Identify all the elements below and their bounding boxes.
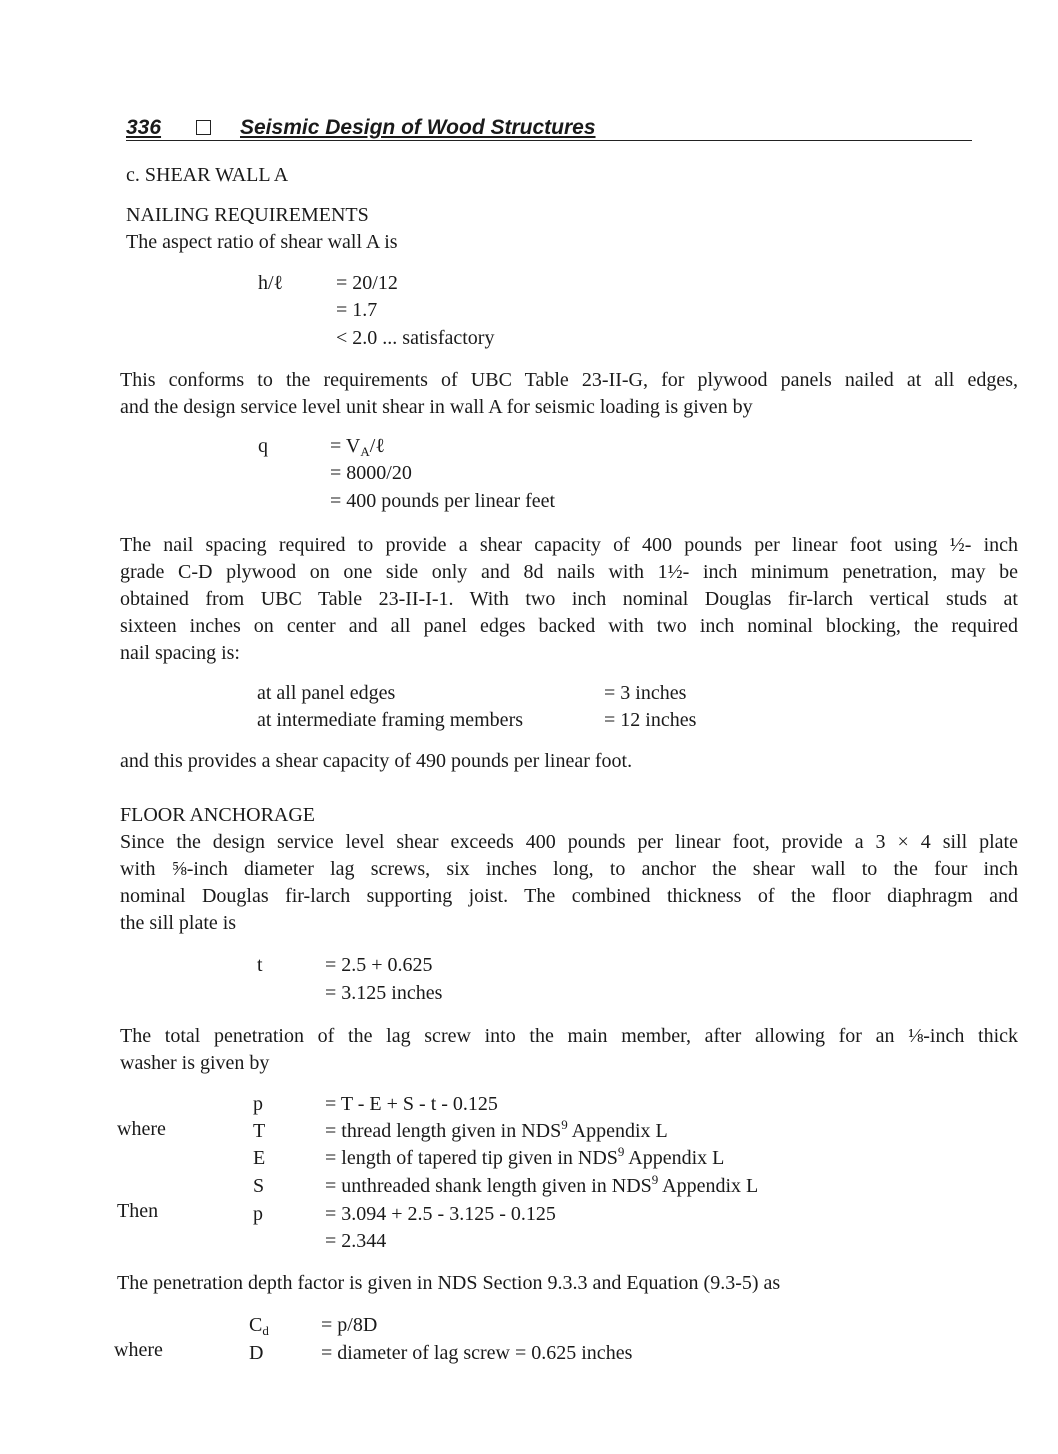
- shear-line-1-sub: A: [360, 444, 370, 459]
- spacing-value-2: = 12 inches: [604, 709, 697, 731]
- shear-line-3: = 400 pounds per linear feet: [330, 490, 556, 512]
- then-line-1: = 3.094 + 2.5 - 3.125 - 0.125: [325, 1203, 556, 1225]
- depth-factor-intro: The penetration depth factor is given in NDS Section 9.3.3 and Equation (9.3-5) as: [117, 1272, 781, 1294]
- penetration-intro-line-1: The total penetration of the lag screw into the main member, after allowing for an ⅛-inch thick: [120, 1025, 1018, 1047]
- thickness-line-1: = 2.5 + 0.625: [325, 954, 433, 976]
- cd-main: C: [249, 1314, 263, 1336]
- def-e-post: Appendix L: [624, 1147, 725, 1169]
- cd-equation: = p/8D: [321, 1314, 378, 1336]
- capacity-sentence: and this provides a shear capacity of 490 pounds per linear foot.: [120, 750, 633, 772]
- shear-line-1: [330, 433, 385, 460]
- anchorage-heading: FLOOR ANCHORAGE: [120, 804, 316, 826]
- def-t-text: = thread length given in NDS: [325, 1120, 562, 1142]
- def-symbol-s: S: [253, 1175, 265, 1197]
- penetration-intro-line-2: washer is given by: [120, 1052, 270, 1074]
- where-label-2: where: [114, 1339, 163, 1361]
- anchorage-line-2: with ⅝-inch diameter lag screws, six inches long, to anchor the shear wall to the four inch: [120, 858, 1018, 880]
- then-line-2: = 2.344: [325, 1230, 387, 1252]
- aspect-line-2: = 1.7: [336, 299, 378, 321]
- aspect-line-1: = 20/12: [336, 272, 398, 294]
- def-s-post: Appendix L: [658, 1175, 759, 1197]
- shear-line-1-post: /ℓ: [369, 435, 385, 457]
- anchorage-line-3: nominal Douglas fir-larch supporting joist. The combined thickness of the floor diaphragm and: [120, 885, 1018, 907]
- def-e: [325, 1145, 724, 1172]
- def-s-ref: 9: [651, 1172, 659, 1187]
- thickness-line-2: = 3.125 inches: [325, 982, 443, 1004]
- conforms-line-2: and the design service level unit shear in wall A for seismic loading is given by: [120, 396, 753, 418]
- def-symbol-t: T: [253, 1120, 266, 1142]
- thickness-symbol: t: [257, 954, 263, 976]
- conforms-paragraph: [120, 367, 1018, 421]
- spacing-label-2: at intermediate framing members: [257, 709, 524, 731]
- spacing-line-1: The nail spacing required to provide a shear capacity of 400 pounds per linear foot using ½- inch: [120, 534, 1018, 556]
- def-t-post: Appendix L: [567, 1120, 668, 1142]
- penetration-symbol: p: [253, 1093, 263, 1115]
- running-header: [126, 110, 972, 141]
- running-header-title: Seismic Design of Wood Structures: [240, 116, 596, 139]
- def-e-ref: 9: [617, 1144, 625, 1159]
- shear-line-1-pre: = V: [330, 435, 361, 457]
- def-t: [325, 1118, 668, 1145]
- spacing-paragraph: [120, 532, 1018, 667]
- section-title: c. SHEAR WALL A: [126, 164, 289, 186]
- def-e-text: = length of tapered tip given in NDS: [325, 1147, 618, 1169]
- def-s-text: = unthreaded shank length given in NDS: [325, 1175, 652, 1197]
- square-bullet-icon: [196, 120, 211, 135]
- shear-symbol: q: [258, 435, 268, 457]
- anchorage-line-1: Since the design service level shear exceeds 400 pounds per linear foot, provide a 3 × 4 sill plate: [120, 831, 1018, 853]
- def-symbol-e: E: [253, 1147, 266, 1169]
- aspect-intro: The aspect ratio of shear wall A is: [126, 231, 398, 253]
- page-number: 336: [126, 116, 162, 139]
- def-s: [325, 1173, 758, 1200]
- spacing-line-2: grade C-D plywood on one side only and 8d nails with 1½- inch minimum penetration, may be: [120, 561, 1018, 583]
- spacing-value-1: = 3 inches: [604, 682, 687, 704]
- d-equation: = diameter of lag screw = 0.625 inches: [321, 1342, 633, 1364]
- def-t-ref: 9: [561, 1117, 568, 1132]
- where-label-1: where: [117, 1118, 166, 1140]
- aspect-line-3: < 2.0 ... satisfactory: [336, 327, 495, 349]
- cd-symbol: [249, 1312, 269, 1339]
- nailing-heading: NAILING REQUIREMENTS: [126, 204, 369, 226]
- anchorage-line-4: the sill plate is: [120, 912, 237, 934]
- anchorage-paragraph: [120, 829, 1018, 937]
- then-symbol: p: [253, 1203, 263, 1225]
- spacing-line-3: obtained from UBC Table 23-II-I-1. With two inch nominal Douglas fir-larch vertical studs at: [120, 588, 1018, 610]
- conforms-line-1: This conforms to the requirements of UBC Table 23-II-G, for plywood panels nailed at all edges,: [120, 369, 1018, 391]
- cd-sub: d: [262, 1323, 269, 1338]
- spacing-line-5: nail spacing is:: [120, 642, 240, 664]
- shear-line-2: = 8000/20: [330, 462, 412, 484]
- penetration-equation: = T - E + S - t - 0.125: [325, 1093, 498, 1115]
- penetration-paragraph: [120, 1023, 1018, 1077]
- then-label: Then: [117, 1200, 159, 1222]
- spacing-line-4: sixteen inches on center and all panel edges backed with two inch nominal blocking, the required: [120, 615, 1018, 637]
- aspect-symbol: h/ℓ: [258, 272, 284, 294]
- spacing-label-1: at all panel edges: [257, 682, 396, 704]
- d-symbol: D: [249, 1342, 264, 1364]
